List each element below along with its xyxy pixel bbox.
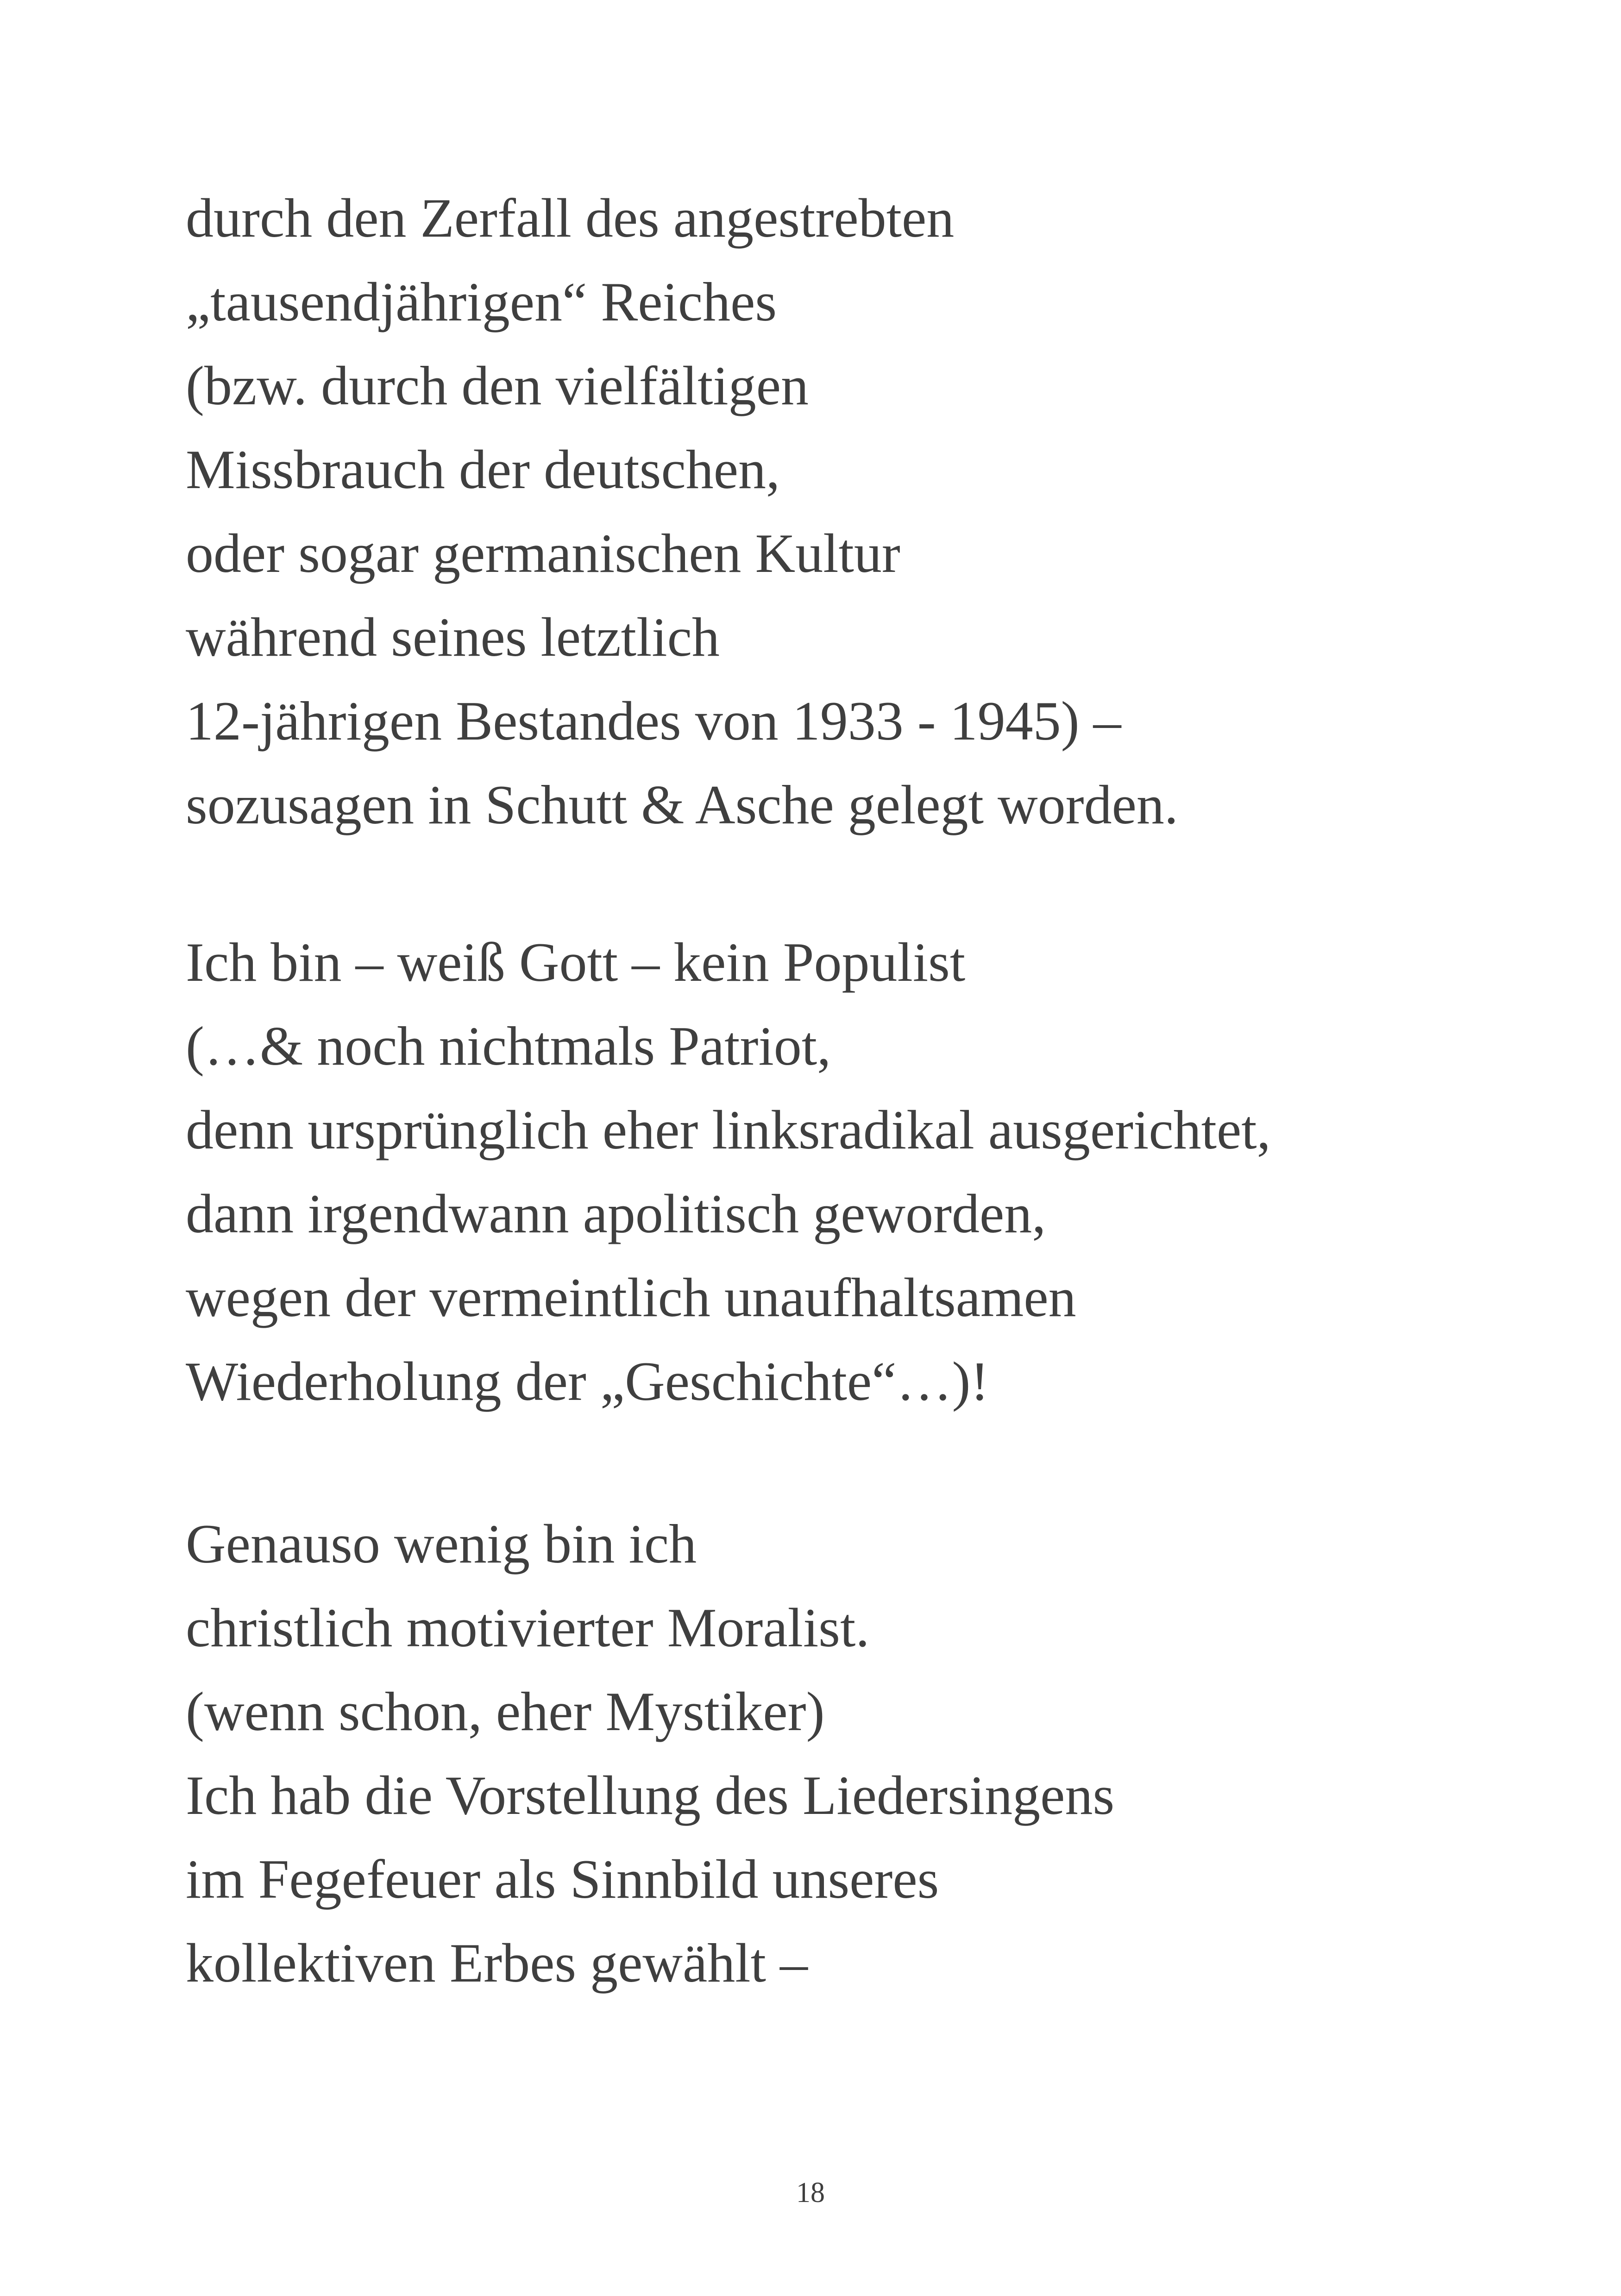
stanza-2 — [186, 920, 1271, 1423]
text-line: 12-jährigen Bestandes von 1933 - 1945) – — [186, 690, 1121, 752]
text-line: wegen der vermeintlich unaufhaltsamen — [186, 1267, 1076, 1328]
text-line: während seines letztlich — [186, 606, 720, 668]
stanza-3 — [186, 1502, 1114, 2005]
text-line: sozusagen in Schutt & Asche gelegt worden. — [186, 774, 1178, 835]
text-line: Genauso wenig bin ich — [186, 1513, 697, 1575]
text-line: Ich hab die Vorstellung des Liedersingens — [186, 1764, 1115, 1826]
text-line: (bzw. durch den vielfältigen — [186, 355, 809, 416]
text-line: kollektiven Erbes gewählt – — [186, 1932, 808, 1994]
text-line: dann irgendwann apolitisch geworden, — [186, 1183, 1046, 1244]
text-line: (…& noch nichtmals Patriot, — [186, 1015, 831, 1077]
page-number: 18 — [796, 2177, 825, 2208]
text-line: Ich bin – weiß Gott – kein Populist — [186, 931, 966, 993]
text-line: oder sogar germanischen Kultur — [186, 522, 900, 584]
text-line: Missbrauch der deutschen, — [186, 439, 780, 500]
text-line: Wiederholung der „Geschichte“…)! — [186, 1350, 989, 1412]
text-line: denn ursprünglich eher linksradikal ausgerichtet, — [186, 1099, 1271, 1161]
text-line: (wenn schon, eher Mystiker) — [186, 1681, 825, 1742]
text-line: durch den Zerfall des angestrebten — [186, 187, 955, 249]
text-line: im Fegefeuer als Sinnbild unseres — [186, 1848, 939, 1910]
text-line: christlich motivierter Moralist. — [186, 1597, 870, 1658]
text-line: „tausendjährigen“ Reiches — [186, 271, 777, 332]
stanza-1 — [186, 176, 1178, 847]
